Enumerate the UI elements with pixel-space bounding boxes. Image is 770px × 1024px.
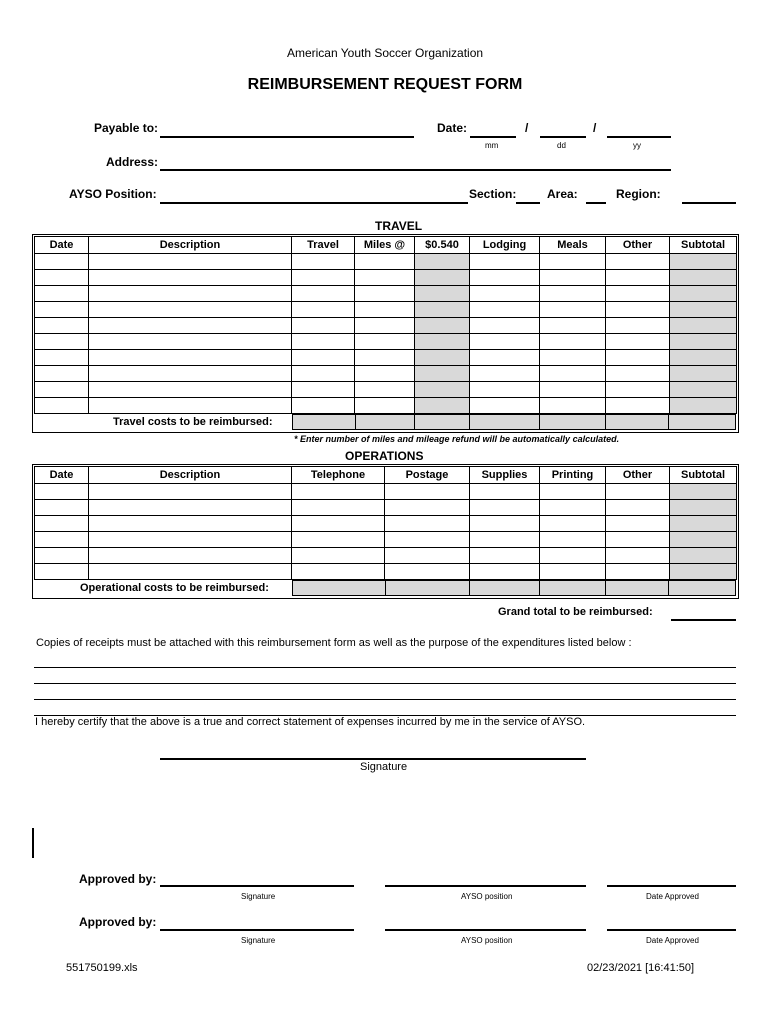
operations-entry-cell[interactable]	[89, 500, 292, 516]
travel-entry-cell[interactable]	[470, 334, 540, 350]
travel-entry-cell[interactable]	[470, 302, 540, 318]
operations-entry-cell[interactable]	[385, 548, 470, 564]
travel-entry-cell	[670, 302, 737, 318]
travel-entry-cell	[670, 334, 737, 350]
travel-col-subtotal: Subtotal	[670, 237, 737, 254]
travel-entry-cell	[415, 318, 470, 334]
travel-entry-cell[interactable]	[35, 270, 89, 286]
travel-entry-cell[interactable]	[292, 318, 355, 334]
travel-entry-cell[interactable]	[606, 334, 670, 350]
ops-total-other-cell	[606, 580, 670, 596]
travel-entry-cell[interactable]	[355, 382, 415, 398]
travel-entry-cell[interactable]	[355, 398, 415, 414]
ops-total-telephone-cell	[292, 580, 386, 596]
travel-entry-row	[35, 398, 737, 414]
travel-entry-cell[interactable]	[606, 286, 670, 302]
travel-entry-cell[interactable]	[89, 398, 292, 414]
operations-entry-cell[interactable]	[89, 516, 292, 532]
text-cursor-mark	[32, 828, 34, 858]
travel-entry-cell[interactable]	[355, 254, 415, 270]
operations-table	[34, 466, 737, 580]
operations-entry-cell[interactable]	[292, 548, 385, 564]
region-label: Region:	[616, 187, 661, 201]
travel-entry-cell	[415, 382, 470, 398]
travel-entry-cell[interactable]	[355, 350, 415, 366]
travel-entry-row	[35, 270, 737, 286]
travel-entry-cell	[415, 366, 470, 382]
operations-entry-row	[35, 548, 737, 564]
operations-entry-cell[interactable]	[385, 500, 470, 516]
approved-by-label-2: Approved by:	[79, 915, 157, 929]
payable-to-field[interactable]	[160, 136, 414, 138]
operations-entry-cell[interactable]	[35, 532, 89, 548]
certification-statement: I hereby certify that the above is a true and correct statement of expenses incurred by me in the service of AYSO.	[35, 716, 586, 728]
operations-entry-cell[interactable]	[540, 500, 606, 516]
travel-entry-row	[35, 254, 737, 270]
operations-entry-cell	[670, 500, 737, 516]
ops-total-subtotal-cell	[669, 580, 736, 596]
area-field[interactable]	[586, 202, 606, 204]
purpose-line-2[interactable]	[34, 683, 736, 684]
travel-entry-cell[interactable]	[292, 302, 355, 318]
travel-entry-cell	[670, 398, 737, 414]
travel-entry-cell[interactable]	[35, 334, 89, 350]
travel-entry-cell[interactable]	[89, 350, 292, 366]
travel-col-meals: Meals	[540, 237, 606, 254]
mm-hint: mm	[485, 141, 499, 150]
travel-entry-cell[interactable]	[470, 398, 540, 414]
travel-entry-cell[interactable]	[292, 286, 355, 302]
travel-entry-cell[interactable]	[606, 382, 670, 398]
operations-entry-cell[interactable]	[385, 532, 470, 548]
travel-total-label: Travel costs to be reimbursed:	[113, 416, 273, 428]
travel-entry-cell[interactable]	[540, 350, 606, 366]
ops-col-postage: Postage	[385, 467, 470, 484]
operations-entry-cell[interactable]	[35, 500, 89, 516]
date-year-field[interactable]	[607, 136, 671, 138]
travel-entry-cell[interactable]	[35, 398, 89, 414]
operations-entry-row	[35, 564, 737, 580]
approval-1-date-caption: Date Approved	[646, 892, 699, 901]
footer-filename: 551750199.xls	[66, 962, 138, 974]
travel-total-subtotal-cell	[669, 414, 736, 430]
travel-col-lodging: Lodging	[470, 237, 540, 254]
address-field[interactable]	[160, 169, 671, 171]
operations-entry-cell[interactable]	[470, 500, 540, 516]
travel-entry-cell[interactable]	[470, 366, 540, 382]
travel-entry-cell	[670, 382, 737, 398]
travel-entry-cell[interactable]	[89, 254, 292, 270]
yy-hint: yy	[633, 141, 641, 150]
address-label: Address:	[106, 155, 159, 169]
grand-total-field[interactable]	[671, 619, 736, 621]
travel-entry-cell	[415, 270, 470, 286]
operations-entry-cell[interactable]	[606, 548, 670, 564]
operations-total-label: Operational costs to be reimbursed:	[80, 582, 269, 594]
mileage-note: * Enter number of miles and mileage refund will be automatically calculated.	[294, 434, 620, 444]
operations-entry-cell	[670, 532, 737, 548]
receipts-instruction: Copies of receipts must be attached with this reimbursement form as well as the purpose of the expenditures listed below :	[36, 637, 632, 649]
operations-entry-cell[interactable]	[540, 516, 606, 532]
date-label: Date:	[437, 121, 468, 135]
operations-entry-cell[interactable]	[292, 484, 385, 500]
operations-entry-cell[interactable]	[470, 484, 540, 500]
travel-entry-cell[interactable]	[606, 398, 670, 414]
ops-col-other: Other	[606, 467, 670, 484]
operations-entry-cell[interactable]	[35, 564, 89, 580]
operations-entry-row	[35, 532, 737, 548]
ayso-position-field[interactable]	[160, 202, 468, 204]
operations-entry-row	[35, 500, 737, 516]
travel-entry-cell[interactable]	[35, 366, 89, 382]
travel-section-title: TRAVEL	[375, 219, 423, 233]
travel-entry-cell	[415, 302, 470, 318]
footer-timestamp: 02/23/2021 [16:41:50]	[587, 962, 695, 974]
approval-1-position-field[interactable]	[385, 885, 586, 887]
operations-entry-cell[interactable]	[470, 548, 540, 564]
ops-col-subtotal: Subtotal	[670, 467, 737, 484]
operations-entry-cell[interactable]	[385, 484, 470, 500]
travel-entry-cell[interactable]	[89, 382, 292, 398]
approval-1-signature-caption: Signature	[241, 892, 276, 901]
travel-entry-cell[interactable]	[35, 302, 89, 318]
dd-hint: dd	[557, 141, 566, 150]
certifier-signature-line[interactable]	[160, 758, 586, 760]
travel-entry-cell[interactable]	[540, 254, 606, 270]
travel-entry-cell[interactable]	[292, 366, 355, 382]
operations-entry-cell[interactable]	[470, 516, 540, 532]
operations-entry-cell[interactable]	[470, 564, 540, 580]
operations-entry-cell[interactable]	[470, 532, 540, 548]
travel-col-rate: $0.540	[415, 237, 470, 254]
travel-entry-cell[interactable]	[89, 270, 292, 286]
travel-table	[34, 236, 737, 414]
travel-entry-cell	[670, 366, 737, 382]
travel-entry-row	[35, 350, 737, 366]
approval-1-date-field[interactable]	[607, 885, 736, 887]
operations-entry-cell[interactable]	[292, 532, 385, 548]
travel-entry-cell[interactable]	[470, 254, 540, 270]
travel-entry-cell	[415, 286, 470, 302]
date-day-field[interactable]	[540, 136, 586, 138]
approval-2-position-field[interactable]	[385, 929, 586, 931]
travel-entry-cell[interactable]	[540, 318, 606, 334]
travel-entry-cell[interactable]	[540, 366, 606, 382]
ops-col-telephone: Telephone	[292, 467, 385, 484]
purpose-line-3[interactable]	[34, 699, 736, 700]
ayso-position-label: AYSO Position:	[69, 187, 157, 201]
travel-entry-cell[interactable]	[35, 318, 89, 334]
ops-col-date: Date	[35, 467, 89, 484]
section-field[interactable]	[516, 202, 540, 204]
travel-col-other: Other	[606, 237, 670, 254]
approval-2-position-caption: AYSO position	[461, 936, 513, 945]
travel-entry-row	[35, 302, 737, 318]
travel-entry-cell[interactable]	[606, 270, 670, 286]
travel-entry-cell[interactable]	[355, 286, 415, 302]
operations-entry-cell	[670, 516, 737, 532]
travel-entry-row	[35, 318, 737, 334]
operations-entry-cell[interactable]	[606, 532, 670, 548]
travel-total-other-cell	[606, 414, 670, 430]
operations-entry-cell[interactable]	[89, 548, 292, 564]
travel-total-meals-cell	[540, 414, 606, 430]
operations-entry-cell[interactable]	[540, 564, 606, 580]
approved-by-label-1: Approved by:	[79, 872, 157, 886]
travel-col-description: Description	[89, 237, 292, 254]
travel-entry-cell	[670, 254, 737, 270]
operations-entry-cell[interactable]	[606, 564, 670, 580]
region-field[interactable]	[682, 202, 736, 204]
travel-entry-cell[interactable]	[540, 334, 606, 350]
travel-entry-cell[interactable]	[89, 302, 292, 318]
area-label: Area:	[547, 187, 578, 201]
operations-entry-cell[interactable]	[606, 516, 670, 532]
travel-entry-row	[35, 382, 737, 398]
travel-entry-cell[interactable]	[292, 334, 355, 350]
operations-entry-cell[interactable]	[35, 548, 89, 564]
travel-entry-cell[interactable]	[89, 286, 292, 302]
ops-col-supplies: Supplies	[470, 467, 540, 484]
travel-col-date: Date	[35, 237, 89, 254]
operations-entry-cell[interactable]	[385, 564, 470, 580]
operations-entry-cell	[670, 548, 737, 564]
operations-entry-cell[interactable]	[540, 548, 606, 564]
approval-2-signature-caption: Signature	[241, 936, 276, 945]
travel-entry-cell[interactable]	[606, 318, 670, 334]
ops-total-postage-cell	[386, 580, 471, 596]
travel-entry-row	[35, 334, 737, 350]
travel-entry-cell[interactable]	[355, 318, 415, 334]
form-title: REIMBURSEMENT REQUEST FORM	[247, 76, 523, 93]
travel-entry-cell[interactable]	[35, 382, 89, 398]
operations-entry-row	[35, 516, 737, 532]
travel-total-lodging-cell	[470, 414, 540, 430]
ops-total-supplies-cell	[470, 580, 540, 596]
travel-entry-row	[35, 286, 737, 302]
travel-entry-cell[interactable]	[292, 254, 355, 270]
operations-entry-cell	[670, 484, 737, 500]
operations-entry-cell[interactable]	[540, 532, 606, 548]
travel-entry-cell[interactable]	[470, 286, 540, 302]
approval-1-position-caption: AYSO position	[461, 892, 513, 901]
travel-entry-cell	[670, 318, 737, 334]
travel-entry-cell[interactable]	[470, 318, 540, 334]
approval-2-signature-field[interactable]	[160, 929, 354, 931]
travel-entry-cell[interactable]	[35, 286, 89, 302]
travel-entry-cell[interactable]	[89, 334, 292, 350]
operations-header-row	[35, 467, 737, 484]
date-slash-1: /	[525, 121, 529, 135]
travel-entry-cell[interactable]	[540, 286, 606, 302]
travel-entry-cell[interactable]	[355, 302, 415, 318]
travel-entry-cell	[415, 398, 470, 414]
approval-2-date-field[interactable]	[607, 929, 736, 931]
operations-entry-cell[interactable]	[292, 516, 385, 532]
travel-entry-cell[interactable]	[606, 366, 670, 382]
travel-entry-cell[interactable]	[540, 270, 606, 286]
operations-entry-cell[interactable]	[540, 484, 606, 500]
travel-entry-cell[interactable]	[89, 318, 292, 334]
operations-entry-cell[interactable]	[35, 484, 89, 500]
travel-entry-cell	[670, 286, 737, 302]
operations-total-row	[292, 580, 736, 596]
travel-total-miles-cell	[356, 414, 416, 430]
operations-entry-cell[interactable]	[89, 564, 292, 580]
travel-entry-cell[interactable]	[89, 366, 292, 382]
travel-entry-cell[interactable]	[292, 270, 355, 286]
travel-entry-cell[interactable]	[540, 398, 606, 414]
organization-name: American Youth Soccer Organization	[286, 46, 484, 60]
approval-1-signature-field[interactable]	[160, 885, 354, 887]
travel-entry-cell[interactable]	[35, 254, 89, 270]
travel-entry-cell[interactable]	[606, 254, 670, 270]
travel-header-row	[35, 237, 737, 254]
operations-entry-cell[interactable]	[89, 532, 292, 548]
travel-entry-cell[interactable]	[292, 350, 355, 366]
operations-entry-cell[interactable]	[292, 564, 385, 580]
purpose-line-1[interactable]	[34, 667, 736, 668]
approval-2-date-caption: Date Approved	[646, 936, 699, 945]
grand-total-label: Grand total to be reimbursed:	[498, 606, 653, 618]
travel-entry-cell[interactable]	[606, 350, 670, 366]
travel-entry-cell[interactable]	[470, 270, 540, 286]
operations-entry-cell[interactable]	[89, 484, 292, 500]
operations-section-title: OPERATIONS	[345, 449, 424, 463]
travel-entry-cell[interactable]	[540, 302, 606, 318]
travel-entry-cell[interactable]	[292, 398, 355, 414]
travel-entry-cell	[670, 350, 737, 366]
section-label: Section:	[469, 187, 517, 201]
operations-entry-cell[interactable]	[292, 500, 385, 516]
travel-entry-cell	[415, 254, 470, 270]
operations-entry-cell	[670, 564, 737, 580]
travel-entry-cell[interactable]	[355, 270, 415, 286]
operations-entry-cell[interactable]	[35, 516, 89, 532]
travel-entry-cell[interactable]	[540, 382, 606, 398]
travel-total-travel-cell	[292, 414, 356, 430]
travel-entry-cell[interactable]	[355, 366, 415, 382]
operations-entry-cell[interactable]	[385, 516, 470, 532]
travel-total-row	[292, 414, 736, 430]
date-month-field[interactable]	[470, 136, 516, 138]
travel-entry-cell	[670, 270, 737, 286]
travel-entry-cell[interactable]	[35, 350, 89, 366]
travel-entry-cell[interactable]	[606, 302, 670, 318]
travel-col-travel: Travel	[292, 237, 355, 254]
travel-entry-cell[interactable]	[292, 382, 355, 398]
payable-to-label: Payable to:	[94, 121, 159, 135]
travel-col-miles: Miles @	[355, 237, 415, 254]
ops-col-description: Description	[89, 467, 292, 484]
travel-entry-cell[interactable]	[470, 350, 540, 366]
operations-entry-row	[35, 484, 737, 500]
signature-caption: Signature	[360, 761, 408, 773]
travel-entry-cell	[415, 350, 470, 366]
travel-entry-cell[interactable]	[355, 334, 415, 350]
travel-total-rate-cell	[415, 414, 470, 430]
ops-total-printing-cell	[540, 580, 606, 596]
travel-entry-cell[interactable]	[470, 382, 540, 398]
date-slash-2: /	[593, 121, 597, 135]
operations-entry-cell[interactable]	[606, 500, 670, 516]
ops-col-printing: Printing	[540, 467, 606, 484]
operations-entry-cell[interactable]	[606, 484, 670, 500]
travel-entry-row	[35, 366, 737, 382]
travel-entry-cell	[415, 334, 470, 350]
